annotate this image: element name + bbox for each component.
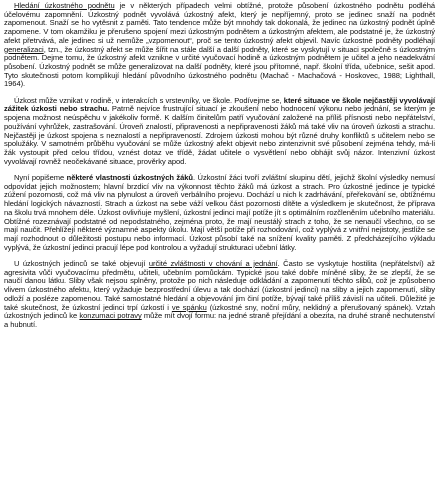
paragraph-school-situations: [4, 97, 435, 167]
paragraph-text: je v některých případech velmi obtížné, protože působení úzkostného podnětu podléhá účelovému zapomnění. Úzkostný podnět vyvolává úzkostný afekt, který je nepříjemný, proto se jedinec snaží na podnět zapomenout. Snaží se ho vytěsnit z paměti. Tato tendence může být mnohdy tak dokonalá, že jedinec na úzkostný podnět úplně zapomene. V tom okamžiku je přerušeno spojení mezi úzkostným podnětem a úzkostným afektem, ale podstatné je, že úzkostný afekt přetrvává, ale jedinec si už nemůže „vzpomenout“, proč se tento úzkostný afekt objevil. Navíc úzkostné podněty podléhají: [4, 1, 435, 45]
underlined-phrase: generalizaci: [4, 44, 44, 54]
paragraph-text: U úzkostných jedinců se také objevují: [14, 258, 149, 268]
paragraph-text: . Úzkostní žáci tvoří zvláštní skupinu dětí, jejichž školní výsledky nemusí odpovídat jejich možnostem; hlavní brzdicí vliv na výkonnost těchto žáků má úzkost a strach. Pro úzkostné jedince je typické zúžení pozornosti, což má vliv na plynulost a úroveň verbálního projevu. Dochází u nich k zadrhávání, přeřekování se, obtížnému hledání logických návazností. Strach a úzkost na sebe váží velkou část pozornosti dítěte a výsledkem je skutečnost, že příprava na školu trvá mnohem déle. Úzkost ovlivňuje myšlení, úzkostní jedinci mají potíže jít s optimálním rozčleněním učebního materiálu. Obtížné rozeznávají podstatné od nepodstatného, zejména proto, že mají neustálý strach z toho, že se nenaučí všechno, co se mají naučit. Přehlížejí některé významné aspekty úkolu. Mají větší potíže při rozhodování, což vyplývá z vnitřní nejistoty, jestliže se mají rozhodnout o důležitosti postupu nebo informací. Úzkost působí také na snížení kvality paměti. Z předcházejícího výkladu vyplývá, že úzkostní jedinci pracují lépe pod kontrolou a vyžadují strukturaci učební látky.: [4, 172, 435, 252]
underlined-phrase: určité zvláštnosti v chování a jednání: [148, 258, 278, 268]
paragraph-text: Patrně nejvíce frustrující situací je zkoušení nebo hodnocení výkonu nebo jednání, se kterým je spojena možnost neúspěchu v jakékoliv formě. K dalším činitelům patří vyučování založené na příliš přísnosti nebo nepřátelství, používání vyhrůžek, zastrašování. Úroveň znalostí, připravenosti a nepřipravenosti žáků má také vliv na úroveň úzkosti a strachu. Nejčastěji je úzkost spojena s neznalostí a nepřipraveností. Zdrojem úzkosti mohou být různé druhy konfliktů s učitelem nebo se spolužáky. V samotném průběhu vyučování se může úzkostný afekt objevit nebo zintenzivnit své působení zejména tehdy, má-li žák vystoupit před celou třídou, vznést dotaz ve třídě, žádat učitele o vysvětlení nebo obhájit svůj názor. Intenzivní úzkost vyvolávají rovněž neočekávané situace, prověrky apod.: [4, 104, 435, 166]
paragraph-anxious-pupils: [4, 174, 435, 252]
underlined-phrase: ve spánku: [171, 302, 207, 312]
bold-phrase: některé vlastnosti úzkostných žáků: [66, 172, 193, 182]
paragraph-text: , tzn., že úzkostný afekt se může šířit na stále další a další podněty, které se vyskytují v situaci společně s úzkostným podnětem. Dejme tomu, že úzkostný afekt vznikne v určité vyučovací hodině a úzkostným podnětem je učitel a jeho neadekvátní působení. Úzkostný podnět se může generalizovat na další podněty, které jsou přítomné, např. školní třída, učebnice, sešit apod. Tyto skutečnosti potom komplikují hledání původního úzkostného podnětu (Machač - Machačová - Hoskovec, 1988; Lighthall, 1964).: [4, 44, 435, 89]
underlined-phrase: Hledání úzkostného podnětu: [14, 1, 115, 10]
underlined-phrase: konzumaci potravy: [79, 311, 142, 321]
paragraph-text: Nyní popišeme: [14, 172, 67, 182]
paragraph-text: Úzkost může vznikat v rodině, v interakcích s vrstevníky, ve škole. Podívejme se,: [14, 95, 284, 105]
paragraph-text: (úzkostné sny, noční můry, neklidný a přerušovaný spánek). Vztah úzkostných jedinců ke: [4, 302, 435, 321]
paragraph-anxious-stimulus: [4, 2, 435, 89]
paragraph-behaviour: [4, 260, 435, 330]
bold-phrase: které situace ve škole nejčastěji vyvolávají zážitek úzkosti nebo strachu.: [4, 95, 436, 114]
paragraph-text: může mít dvojí formu: na jedné straně přejídání a obezita, na druhé straně nechutenství a hubnutí.: [4, 311, 435, 329]
paragraph-text: . Často se vyskytuje hostilita (nepřátelství) až agresivita vůči vyučovacímu předmětu, učiteli, učebním pomůckám. Typické jsou také dobře míněné sliby, že se zlepší, že se naučí danou látku. Sliby však nejsou splněny, protože po nich následuje odkládání a zapomenutí těchto slibů, což je způsobeno vlivem úzkostného afektu, který vyžaduje bezprostřední úlevu a tak dochází (úzkostní jedinci) na sliby a jejich zapomenutí, sliby odloží a posléze zapomenou. Také samostatné hledání a objevování jim činí potíže, bývají také příliš závislí na učiteli. Důležité je také skutečnost, že úzkostní jedinci trpí úzkostí i: [4, 258, 435, 312]
